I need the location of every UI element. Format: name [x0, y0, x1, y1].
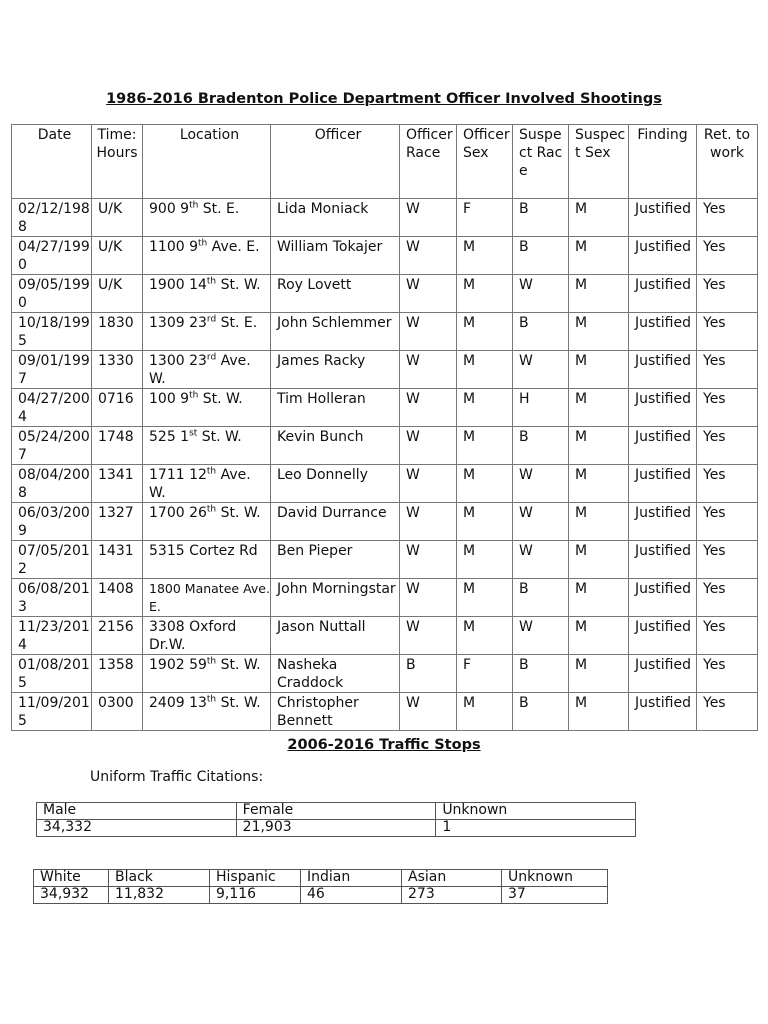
location-cell	[143, 693, 271, 731]
officer-cell: Ben Pieper	[271, 541, 400, 579]
citations-by-sex-table	[36, 802, 636, 837]
location-cell	[143, 427, 271, 465]
return-cell: Yes	[697, 541, 758, 579]
suspect-sex-cell: M	[569, 199, 629, 237]
time-cell: 1431	[92, 541, 143, 579]
finding-cell: Justified	[629, 465, 697, 503]
table-row	[12, 351, 758, 389]
officer-race-cell: W	[400, 465, 457, 503]
location-text: 3308 Oxford Dr.W.	[149, 619, 237, 653]
suspect-race-cell: B	[513, 655, 569, 693]
finding-cell: Justified	[629, 503, 697, 541]
finding-cell: Justified	[629, 541, 697, 579]
table-row	[12, 427, 758, 465]
officer-cell: David Durrance	[271, 503, 400, 541]
ordinal-suffix: th	[206, 656, 217, 667]
location-text: 1100 9	[149, 239, 198, 255]
location-cell	[143, 237, 271, 275]
officer-cell: John Morningstar	[271, 579, 400, 617]
return-cell: Yes	[697, 199, 758, 237]
officer-sex-cell: M	[457, 503, 513, 541]
location-text: St. E.	[216, 315, 258, 331]
column-header: Location	[143, 125, 271, 199]
return-cell: Yes	[697, 237, 758, 275]
date-cell: 08/04/2008	[12, 465, 92, 503]
officer-sex-cell: M	[457, 693, 513, 731]
date-cell: 06/08/2013	[12, 579, 92, 617]
ordinal-suffix: th	[198, 238, 208, 249]
column-header: Officer Race	[400, 125, 457, 199]
date-cell: 07/05/2012	[12, 541, 92, 579]
location-text: St. W.	[216, 505, 261, 521]
officer-sex-cell: M	[457, 351, 513, 389]
officer-race-cell: W	[400, 503, 457, 541]
finding-cell: Justified	[629, 655, 697, 693]
officer-cell: Nasheka Craddock	[271, 655, 400, 693]
officer-race-cell: W	[400, 579, 457, 617]
sex-value-cell: 1	[436, 820, 636, 837]
finding-cell: Justified	[629, 275, 697, 313]
ordinal-suffix: th	[206, 466, 217, 477]
suspect-race-cell: B	[513, 199, 569, 237]
suspect-sex-cell: M	[569, 313, 629, 351]
location-text: St. W.	[216, 277, 261, 293]
location-text: 1900 14	[149, 277, 207, 293]
location-text: 900 9	[149, 201, 190, 217]
officer-sex-cell: M	[457, 237, 513, 275]
time-cell: 1330	[92, 351, 143, 389]
suspect-race-cell: B	[513, 237, 569, 275]
table-row	[12, 465, 758, 503]
table-row	[12, 503, 758, 541]
location-text: St. E.	[198, 201, 240, 217]
shootings-table	[11, 124, 758, 731]
table-row	[12, 655, 758, 693]
return-cell: Yes	[697, 351, 758, 389]
location-text: 1800 Manatee Ave. E.	[149, 581, 270, 614]
sex-header-row	[37, 803, 636, 820]
time-cell: U/K	[92, 199, 143, 237]
suspect-race-cell: W	[513, 617, 569, 655]
date-cell: 09/01/1997	[12, 351, 92, 389]
suspect-race-cell: W	[513, 503, 569, 541]
location-text: 525 1	[149, 429, 190, 445]
race-value-cell: 9,116	[210, 887, 301, 904]
time-cell: 1748	[92, 427, 143, 465]
ordinal-suffix: th	[189, 200, 199, 211]
race-header-cell: White	[34, 870, 109, 887]
time-cell: 1327	[92, 503, 143, 541]
location-text: 5315 Cortez Rd	[149, 543, 258, 559]
location-cell	[143, 351, 271, 389]
sex-header-cell: Unknown	[436, 803, 636, 820]
suspect-sex-cell: M	[569, 351, 629, 389]
ordinal-suffix: th	[206, 504, 217, 515]
officer-sex-cell: M	[457, 313, 513, 351]
location-cell	[143, 617, 271, 655]
suspect-race-cell: W	[513, 275, 569, 313]
shootings-header-row	[12, 125, 758, 199]
officer-race-cell: W	[400, 275, 457, 313]
race-header-cell: Indian	[301, 870, 402, 887]
suspect-sex-cell: M	[569, 579, 629, 617]
page-title: 1986-2016 Bradenton Police Department Officer Involved Shootings	[106, 91, 662, 107]
date-cell: 04/27/1990	[12, 237, 92, 275]
location-text: St. W.	[197, 429, 242, 445]
location-cell	[143, 579, 271, 617]
suspect-sex-cell: M	[569, 503, 629, 541]
suspect-sex-cell: M	[569, 541, 629, 579]
time-cell: 0300	[92, 693, 143, 731]
finding-cell: Justified	[629, 313, 697, 351]
return-cell: Yes	[697, 313, 758, 351]
race-header-cell: Black	[109, 870, 210, 887]
column-header: Time: Hours	[92, 125, 143, 199]
finding-cell: Justified	[629, 579, 697, 617]
table-row	[12, 237, 758, 275]
location-text: 1902 59	[149, 657, 207, 673]
officer-race-cell: W	[400, 427, 457, 465]
ordinal-suffix: rd	[206, 352, 217, 363]
officer-sex-cell: M	[457, 275, 513, 313]
return-cell: Yes	[697, 427, 758, 465]
location-text: Ave. W.	[149, 467, 251, 501]
date-cell: 11/23/2014	[12, 617, 92, 655]
suspect-sex-cell: M	[569, 237, 629, 275]
table-row	[12, 313, 758, 351]
location-text: 100 9	[149, 391, 190, 407]
table-row	[12, 199, 758, 237]
citations-subheading: Uniform Traffic Citations:	[90, 769, 264, 785]
return-cell: Yes	[697, 655, 758, 693]
ordinal-suffix: rd	[206, 314, 217, 325]
location-cell	[143, 541, 271, 579]
officer-sex-cell: M	[457, 427, 513, 465]
suspect-race-cell: W	[513, 351, 569, 389]
return-cell: Yes	[697, 617, 758, 655]
suspect-sex-cell: M	[569, 465, 629, 503]
officer-race-cell: W	[400, 351, 457, 389]
race-value-cell: 273	[402, 887, 502, 904]
officer-cell: William Tokajer	[271, 237, 400, 275]
location-text: Ave. W.	[149, 353, 251, 387]
race-value-cell: 34,932	[34, 887, 109, 904]
race-value-cell: 11,832	[109, 887, 210, 904]
finding-cell: Justified	[629, 237, 697, 275]
location-text: 1300 23	[149, 353, 207, 369]
time-cell: 1830	[92, 313, 143, 351]
officer-race-cell: W	[400, 313, 457, 351]
officer-race-cell: W	[400, 617, 457, 655]
officer-cell: Leo Donnelly	[271, 465, 400, 503]
location-text: 1700 26	[149, 505, 207, 521]
officer-cell: Tim Holleran	[271, 389, 400, 427]
date-cell: 06/03/2009	[12, 503, 92, 541]
location-text: 1309 23	[149, 315, 207, 331]
column-header: Date	[12, 125, 92, 199]
column-header: Officer Sex	[457, 125, 513, 199]
time-cell: U/K	[92, 237, 143, 275]
race-header-cell: Unknown	[502, 870, 608, 887]
time-cell: 1358	[92, 655, 143, 693]
officer-sex-cell: M	[457, 389, 513, 427]
sex-value-cell: 34,332	[37, 820, 237, 837]
race-header-cell: Asian	[402, 870, 502, 887]
time-cell: 1408	[92, 579, 143, 617]
location-cell	[143, 275, 271, 313]
officer-sex-cell: M	[457, 465, 513, 503]
citations-by-race-table	[33, 869, 608, 904]
column-header: Officer	[271, 125, 400, 199]
suspect-race-cell: B	[513, 693, 569, 731]
officer-cell: Kevin Bunch	[271, 427, 400, 465]
return-cell: Yes	[697, 275, 758, 313]
officer-sex-cell: F	[457, 655, 513, 693]
date-cell: 09/05/1990	[12, 275, 92, 313]
table-row	[12, 693, 758, 731]
race-value-row	[34, 887, 608, 904]
officer-cell: Roy Lovett	[271, 275, 400, 313]
officer-sex-cell: M	[457, 541, 513, 579]
officer-cell: Christopher Bennett	[271, 693, 400, 731]
traffic-title: 2006-2016 Traffic Stops	[287, 737, 481, 753]
suspect-race-cell: W	[513, 465, 569, 503]
location-text: 1711 12	[149, 467, 207, 483]
return-cell: Yes	[697, 503, 758, 541]
suspect-sex-cell: M	[569, 389, 629, 427]
date-cell: 04/27/2004	[12, 389, 92, 427]
officer-race-cell: W	[400, 389, 457, 427]
location-cell	[143, 465, 271, 503]
location-text: 2409 13	[149, 695, 207, 711]
time-cell: 0716	[92, 389, 143, 427]
sex-header-cell: Female	[236, 803, 436, 820]
ordinal-suffix: th	[206, 694, 217, 705]
ordinal-suffix: st	[189, 428, 198, 439]
race-header-row	[34, 870, 608, 887]
finding-cell: Justified	[629, 427, 697, 465]
location-cell	[143, 313, 271, 351]
finding-cell: Justified	[629, 389, 697, 427]
race-header-cell: Hispanic	[210, 870, 301, 887]
table-row	[12, 579, 758, 617]
finding-cell: Justified	[629, 693, 697, 731]
officer-cell: Lida Moniack	[271, 199, 400, 237]
column-header: Suspect Sex	[569, 125, 629, 199]
date-cell: 11/09/2015	[12, 693, 92, 731]
suspect-sex-cell: M	[569, 427, 629, 465]
suspect-sex-cell: M	[569, 693, 629, 731]
sex-header-cell: Male	[37, 803, 237, 820]
suspect-race-cell: H	[513, 389, 569, 427]
finding-cell: Justified	[629, 617, 697, 655]
officer-sex-cell: M	[457, 617, 513, 655]
ordinal-suffix: th	[189, 390, 199, 401]
time-cell: 1341	[92, 465, 143, 503]
column-header: Finding	[629, 125, 697, 199]
sex-value-cell: 21,903	[236, 820, 436, 837]
time-cell: 2156	[92, 617, 143, 655]
suspect-sex-cell: M	[569, 617, 629, 655]
date-cell: 01/08/2015	[12, 655, 92, 693]
suspect-race-cell: B	[513, 313, 569, 351]
officer-cell: James Racky	[271, 351, 400, 389]
suspect-race-cell: B	[513, 579, 569, 617]
table-row	[12, 541, 758, 579]
column-header: Ret. to work	[697, 125, 758, 199]
officer-cell: John Schlemmer	[271, 313, 400, 351]
column-header: Suspect Race	[513, 125, 569, 199]
location-cell	[143, 503, 271, 541]
table-row	[12, 617, 758, 655]
ordinal-suffix: th	[206, 276, 217, 287]
officer-race-cell: W	[400, 541, 457, 579]
table-row	[12, 275, 758, 313]
date-cell: 02/12/1988	[12, 199, 92, 237]
officer-race-cell: W	[400, 199, 457, 237]
finding-cell: Justified	[629, 351, 697, 389]
table-row	[12, 389, 758, 427]
officer-sex-cell: M	[457, 579, 513, 617]
suspect-sex-cell: M	[569, 655, 629, 693]
location-text: St. W.	[216, 695, 261, 711]
location-text: St. W.	[216, 657, 261, 673]
race-value-cell: 37	[502, 887, 608, 904]
return-cell: Yes	[697, 389, 758, 427]
suspect-race-cell: B	[513, 427, 569, 465]
location-cell	[143, 389, 271, 427]
location-cell	[143, 655, 271, 693]
location-text: St. W.	[198, 391, 243, 407]
location-text: Ave. E.	[207, 239, 260, 255]
date-cell: 10/18/1995	[12, 313, 92, 351]
location-cell	[143, 199, 271, 237]
finding-cell: Justified	[629, 199, 697, 237]
suspect-race-cell: W	[513, 541, 569, 579]
suspect-sex-cell: M	[569, 275, 629, 313]
race-value-cell: 46	[301, 887, 402, 904]
officer-race-cell: W	[400, 237, 457, 275]
date-cell: 05/24/2007	[12, 427, 92, 465]
return-cell: Yes	[697, 465, 758, 503]
officer-race-cell: W	[400, 693, 457, 731]
return-cell: Yes	[697, 579, 758, 617]
time-cell: U/K	[92, 275, 143, 313]
officer-cell: Jason Nuttall	[271, 617, 400, 655]
officer-race-cell: B	[400, 655, 457, 693]
officer-sex-cell: F	[457, 199, 513, 237]
return-cell: Yes	[697, 693, 758, 731]
sex-value-row	[37, 820, 636, 837]
